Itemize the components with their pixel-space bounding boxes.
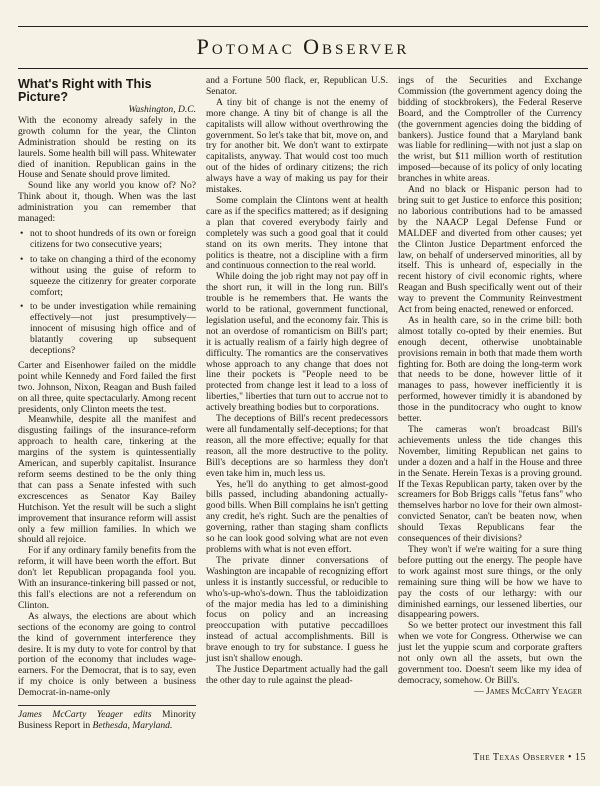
col3-paragraph-2: And no black or Hispanic person had to bring suit to get Justice to enforce this position; no laborious contributions had to be amassed by the NAACP Legal Defense Fund or MALDEF and diverted from other causes; yet the Clinton Justice Department enforced the law, on behalf of underserved minorities, all by itself. This is unheard of, especially in the recent history of civil economic rights, where Reagan and Bush specifically went out of their way to prevent the Community Reinvestment Act from being enacted, renewed or enforced. bbox=[398, 184, 582, 316]
col3-paragraph-6: So we better protect our investment this fall when we vote for Congress. Otherwise we can just let the yuppie scum and corporate grafters not only own all the assets, but own the government too. Doesn't seem like my idea of democracy, somehow. Or Bill's. bbox=[398, 620, 582, 686]
col3-paragraph-5: They won't if we're waiting for a sure thing before putting out the energy. The people have to work against most sure things, or the only remaining sure thing will be how we have to pay the costs of our lethargy: with our diminished earnings, our lessened liberties, our disappearing powers. bbox=[398, 543, 582, 621]
col1-paragraph-3: Carter and Eisenhower failed on the middle point while Kennedy and Ford failed the first two. Johnson, Nixon, Reagan and Bush failed on all three, quite spectacularly. Among recent presidents, only Clinton meets the test. bbox=[18, 359, 196, 415]
col2-paragraph-7: The private dinner conversations of Washington are incapable of recognizing effort unless it is instantly successful, or reducible to who's-up-who's-down. Thus the tabloidization of the major media has led to a diminishing focus on policy and an increasing preoccupation with putative peccadilloes instead of actual accomplishments. Bill is brave enough to try for substance. I guess he just isn't shallow enough. bbox=[206, 554, 388, 665]
bullet-item: • not to shoot hundreds of its own or foreign citizens for two consecutive years; bbox=[30, 229, 196, 251]
col1-paragraph-5: For if any ordinary family benefits from the reform, it will have been worth the effort. But don't let Republican propaganda fool you. With an insurance-tinkering bill passed or not, this fall's elections are not a referendum on Clinton. bbox=[18, 545, 196, 611]
col2-paragraph-1: and a Fortune 500 flack, er, Republican U.S. Senator. bbox=[206, 75, 388, 97]
page-folio: The Texas Observer • 15 bbox=[473, 752, 586, 763]
article-headline: What's Right with This Picture? bbox=[18, 77, 152, 104]
bullet-item: • to take on changing a third of the economy without using the guise of reform to squeeze the citizenry for greater corporate comfort; bbox=[30, 255, 196, 299]
col2-paragraph-3: Some complain the Clintons went at health care as if the specifics mattered; as if designing a plan that covered everybody fairly and completely was such a good goal that it could stand on its own merits. They intone that politics is theatre, not a discipline with a firm and continuous connection to the real world. bbox=[206, 194, 388, 272]
col2-paragraph-4: While doing the job right may not pay off in the short run, it will in the long run. Bill's trouble is he remembers that. He wants the world to be rational, government functional, legislation useful, and the economy fair. This is not an overdose of romanticism on Bill's part; it is actually realism of a fairly high degree of difficulty. The romantics are the conservatives whose approach to any change that does not line their pockets is "People need to be protected from change lest it lead to a loss of liberties," liberties that turn out to accrue not to actively breathing bodies but to corporations. bbox=[206, 271, 388, 414]
credit-divider bbox=[18, 705, 196, 706]
author-credit bbox=[18, 710, 196, 732]
col2-paragraph-8: The Justice Department actually had the gall the other day to rule against the plead- bbox=[206, 663, 388, 686]
col2-paragraph-5: The deceptions of Bill's recent predecessors were all fundamentally self-deceptions; for that reason, all the more effective; equally for that reason, all the more destructive to the polity. Bill's deceptions are so harmless they don't even take him in, much less us. bbox=[206, 413, 388, 479]
col3-paragraph-3: As in health care, so in the crime bill: both almost totally co-opted by their enemies. But enough decent, otherwise unobtainable provisions remain in both that made them worth fighting for. Both are doing the long-term work that needs to be done, however little of it manages to pass, however inefficiently it is performed, however timidly it is abandoned by those in the punditocracy who ought to know better. bbox=[398, 314, 582, 425]
bullet-item: • to be under investigation while remaining effectively—not just presumptively—innocent of misusing high office and of blatantly covering up subsequent deceptions? bbox=[30, 302, 196, 357]
col1-paragraph-4: Meanwhile, despite all the manifest and disgusting failings of the insurance-reform approach to health care, tinkering at the margins of the system is quintessentially American, and superbly capitalist. Insurance reform seems destined to be the only thing that can pass a Senate infested with such excrescences as Senator Kay Bailey Hutchison. Yet the result will be such a slight improvement that insurance reform will assist only a few million families. In which we should all rejoice. bbox=[18, 414, 196, 546]
credit-text: Minority Business Report in bbox=[18, 709, 196, 731]
col3-paragraph-4: The cameras won't broadcast Bill's achievements unless the tide changes this November, limiting Republican net gains to under a dozen and a half in the House and three in the Senate. Herein Texas is a proving ground. If the Texas Republican party, taken over by the screamers for Bob Briggs calls "fetus fans" who themselves harbor no love for their own almost-convicted Senator, can't be beaten now, when should Texas Republicans fear the consequences of their divisions? bbox=[398, 424, 582, 545]
col1-paragraph-6: As always, the elections are about which sections of the economy are going to control the kind of government interference they desire. It is my duty to vote for control by that portion of the economy that includes wage-earners. For the Democrat, that is to say, even if my choice is only between a business Democrat-in-name-only bbox=[18, 610, 196, 699]
dateline: Washington, D.C. bbox=[128, 104, 196, 115]
credit-name: James McCarty Yeager edits bbox=[18, 709, 152, 721]
bullet-list bbox=[18, 229, 196, 357]
column-1 bbox=[18, 76, 196, 732]
section-masthead: Potomac Observer bbox=[196, 34, 410, 59]
author-byline: — James McCarty Yeager bbox=[474, 685, 582, 697]
masthead-bottom-rule bbox=[18, 68, 588, 69]
col3-paragraph-1: ings of the Securities and Exchange Commission (the government agency doing the bidding of stockbrokers), the Federal Reserve Board, and the Comptroller of the Currency (the government agencies doing the bidding of bankers). Justice found that a Maryland bank was liable for redlining—with not just a slap on the wrist, but $11 million worth of restitution imposed—because of its policy of only locating branches in white areas. bbox=[398, 75, 582, 185]
col1-paragraph-1: With the economy already safely in the growth column for the year, the Clinton Administration should be resting on its laurels. Some health bill will pass. Whitewater died of inanition. Republican gains in the House and Senate should prove limited. bbox=[18, 114, 196, 181]
credit-place: Bethesda, Maryland. bbox=[92, 719, 173, 731]
masthead-top-rule bbox=[18, 26, 588, 27]
column-3 bbox=[398, 76, 582, 698]
column-2 bbox=[206, 76, 388, 687]
col1-paragraph-2: Sound like any world you know of? No? Think about it, though. When was the last administration you can remember that managed: bbox=[18, 180, 196, 225]
col2-paragraph-6: Yes, he'll do anything to get almost-good bills passed, including abandoning actually-good bills. When Bill complains he isn't getting any credit, he's right. Such are the penalties of governing, rather than staging sham conflicts so he can look good solving what are not even problems with what is not even effort. bbox=[206, 478, 388, 555]
col2-paragraph-2: A tiny bit of change is not the enemy of more change. A tiny bit of change is all the capitalists will allow without overthrowing the government. So let's take that bit, move on, and try for another bit. We don't want to extirpate capitalists, anyway. That would cost too much out of the hides of ordinary citizens; the rich always have a way of making us pay for their mistakes. bbox=[206, 96, 388, 196]
